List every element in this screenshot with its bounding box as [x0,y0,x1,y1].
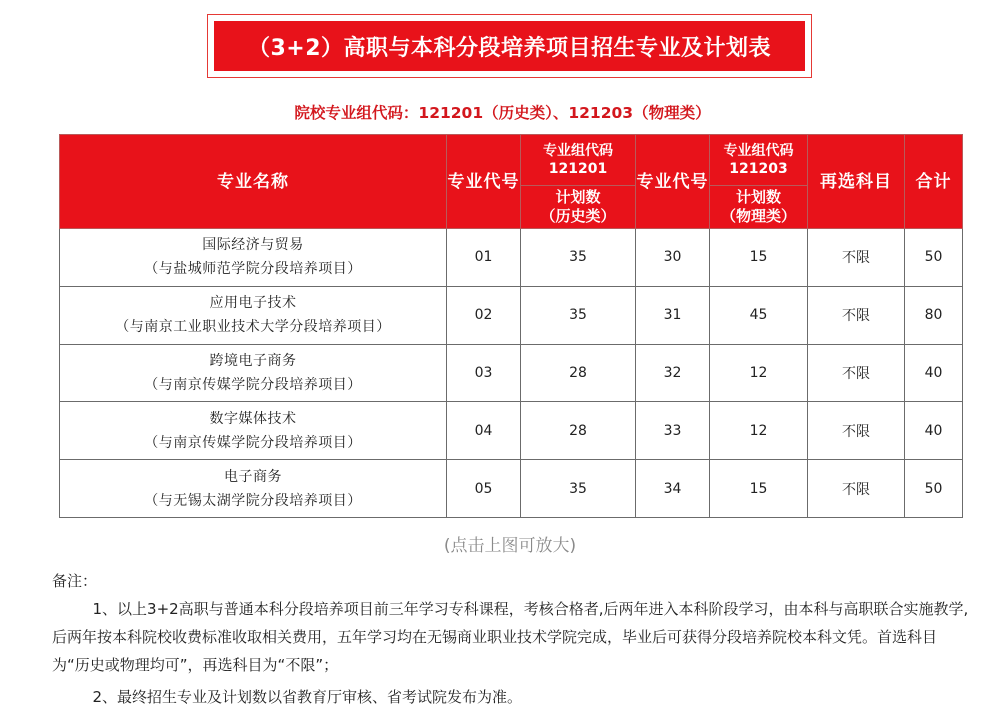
major-code-2: 30 [636,229,710,287]
zoom-hint-link[interactable]: (点击上图可放大) [443,536,577,556]
header-major-code-1: 专业代号 [447,135,521,229]
major-code-2: 34 [636,460,710,518]
header-group-code-2: 专业组代码 121203 [710,135,808,186]
table-row [60,229,963,287]
page-title: （3+2）高职与本科分段培养项目招生专业及计划表 [214,21,805,71]
table-row [60,344,963,402]
header-total: 合计 [905,135,963,229]
notes-label: 备注： [52,572,98,590]
total: 50 [905,229,963,287]
reselect-subject: 不限 [808,402,905,460]
header-reselect-subject: 再选科目 [808,135,905,229]
note-item-2: 2、最终招生专业及计划数以省教育厅审核、省考试院发布为准。 [92,688,523,706]
header-group-code-1: 专业组代码 121201 [521,135,636,186]
major-partner: （与盐城师范学院分段培养项目） [144,261,362,278]
total: 40 [905,402,963,460]
major-name-cell [60,229,447,287]
header-plan-history: 计划数 （历史类） [521,186,636,229]
major-name: 跨境电子商务 [209,352,297,369]
total: 50 [905,460,963,518]
reselect-subject: 不限 [808,286,905,344]
reselect-subject: 不限 [808,344,905,402]
major-code-2: 33 [636,402,710,460]
plan-history: 28 [521,344,636,402]
major-code-1: 02 [447,286,521,344]
major-partner: （与南京传媒学院分段培养项目） [144,376,362,393]
plan-history: 28 [521,402,636,460]
reselect-subject: 不限 [808,229,905,287]
plan-physics: 15 [710,229,808,287]
major-code-2: 32 [636,344,710,402]
plan-history: 35 [521,286,636,344]
plan-physics: 45 [710,286,808,344]
plan-history: 35 [521,460,636,518]
plan-physics: 15 [710,460,808,518]
table-row [60,286,963,344]
plan-physics: 12 [710,344,808,402]
major-partner: （与无锡太湖学院分段培养项目） [144,492,362,509]
major-partner: （与南京工业职业技术大学分段培养项目） [115,319,391,336]
major-name-cell [60,460,447,518]
table-row [60,460,963,518]
header-major-name: 专业名称 [60,135,447,229]
group-code-subtitle: 院校专业组代码：121201（历史类）、121203（物理类） [294,104,711,122]
major-name: 数字媒体技术 [209,410,297,427]
major-code-1: 01 [447,229,521,287]
total: 40 [905,344,963,402]
plan-history: 35 [521,229,636,287]
title-banner [207,14,812,78]
major-name: 电子商务 [224,468,282,485]
major-code-1: 04 [447,402,521,460]
major-partner: （与南京传媒学院分段培养项目） [144,434,362,451]
major-name-cell [60,402,447,460]
plan-physics: 12 [710,402,808,460]
header-major-code-2: 专业代号 [636,135,710,229]
note-item-1: 1、以上3+2高职与普通本科分段培养项目前三年学习专科课程，考核合格者,后两年进入本科阶段学习，由本科与高职联合实施教学,后两年按本科院校收费标准收取相关费用，五年学习均在无锡商业职业技术学院完成，毕业后可获得分段培养院校本科文凭。首选科目为“历史或物理均可”，再选科目为“不限”； [52,600,969,674]
major-name: 国际经济与贸易 [202,237,304,254]
major-code-1: 03 [447,344,521,402]
reselect-subject: 不限 [808,460,905,518]
header-plan-physics: 计划数 （物理类） [710,186,808,229]
major-name-cell [60,344,447,402]
major-code-1: 05 [447,460,521,518]
major-code-2: 31 [636,286,710,344]
table-row [60,402,963,460]
major-name-cell [60,286,447,344]
major-name: 应用电子技术 [209,295,297,312]
total: 80 [905,286,963,344]
enrollment-plan-table[interactable] [59,134,963,518]
